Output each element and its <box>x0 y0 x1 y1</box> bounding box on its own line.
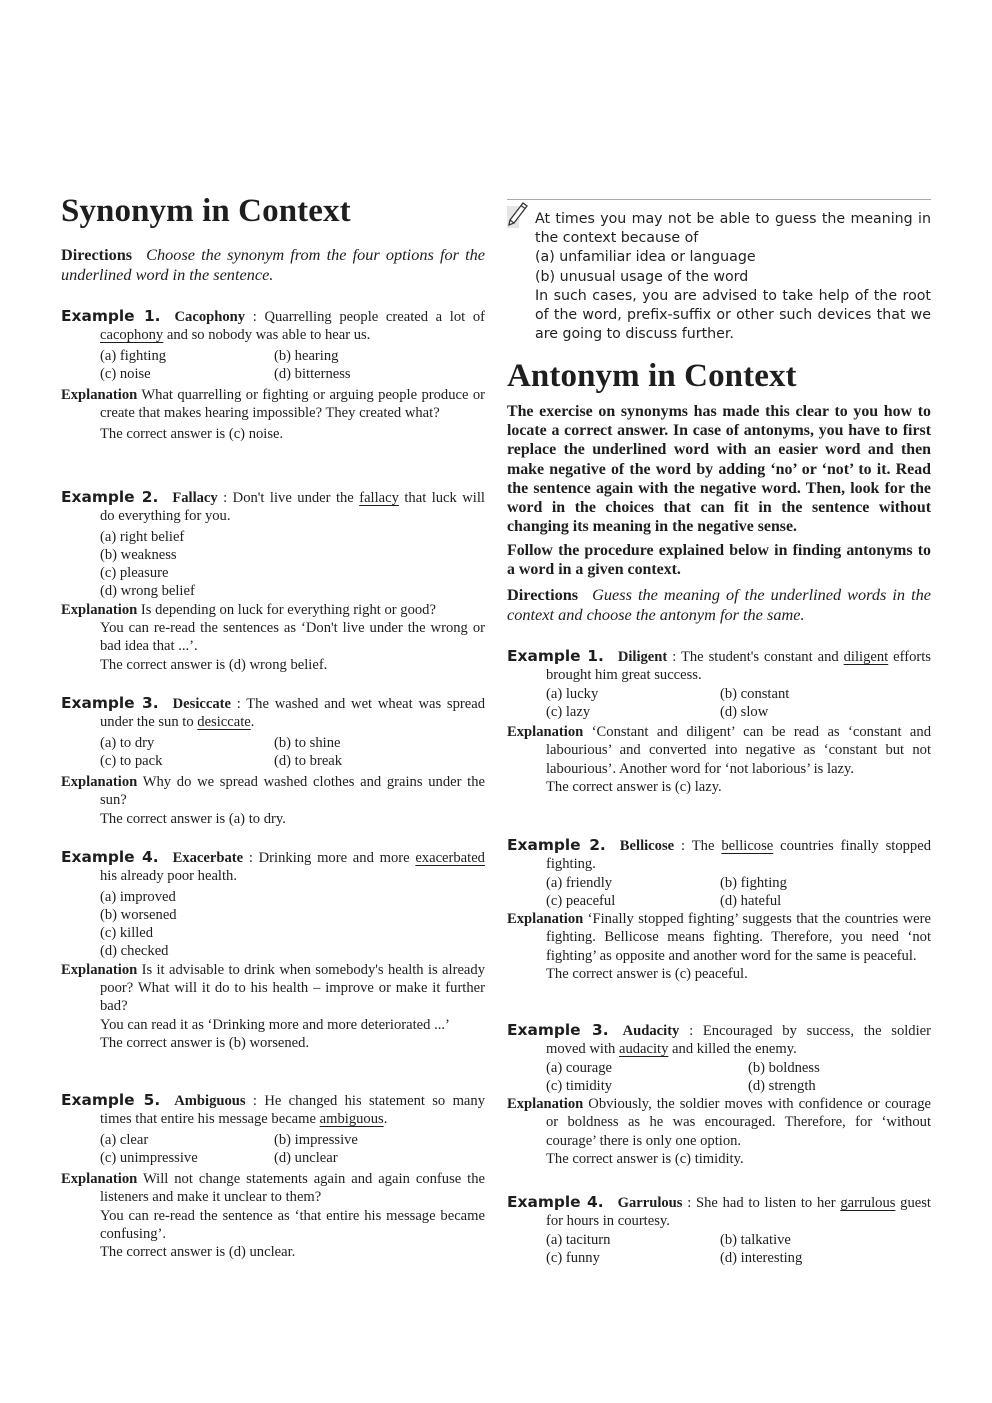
explanation: Explanation Obviously, the soldier moves with confidence or courage or boldness as he was encouraged. Therefore, for ‘without courage’ there is only one option. <box>507 1096 932 1149</box>
underlined-word: cacophony <box>100 327 164 344</box>
option-a: (a) to dry <box>100 734 155 751</box>
option-b: (b) weakness <box>100 546 177 563</box>
example-question: Example 2. Fallacy : Don't live under the fallacy that luck will do everything for you. <box>61 488 485 525</box>
synonym-example-3 <box>61 694 485 828</box>
option-b: (b) constant <box>720 685 790 702</box>
option-b: (b) worsened <box>100 906 177 923</box>
option-d: (d) slow <box>720 703 769 720</box>
synonym-example-2 <box>61 488 485 674</box>
explanation: Explanation Is it advisable to drink when somebody's health is already poor? What will it do to his health – improve or make it further bad? <box>61 961 485 1015</box>
option-b: (b) impressive <box>274 1131 358 1148</box>
example-label: Example 2. <box>61 488 159 506</box>
answer-line: The correct answer is (c) lazy. <box>546 779 722 796</box>
example-label: Example 3. <box>61 694 159 712</box>
option-d: (d) hateful <box>720 892 782 909</box>
underlined-word: audacity <box>618 1041 669 1058</box>
directions-text: Guess the meaning of the underlined words in the context and choose the antonym for the same. <box>507 585 931 624</box>
options <box>546 1059 931 1096</box>
underlined-word: garrulous <box>840 1195 896 1211</box>
tip-item-a: (a) unfamiliar idea or language <box>535 249 756 266</box>
option-d: (d) checked <box>100 943 169 960</box>
pencil-icon <box>507 200 529 228</box>
antonym-example-4 <box>507 1193 931 1267</box>
explanation-line: You can re-read the sentence as ‘that entire his message became confusing’. <box>100 1207 485 1243</box>
antonym-example-1 <box>507 647 931 796</box>
option-d: (d) unclear <box>274 1149 338 1166</box>
example-label: Example 5. <box>61 1091 161 1109</box>
option-d: (d) strength <box>748 1077 816 1094</box>
option-a: (a) clear <box>100 1131 149 1148</box>
answer-line: The correct answer is (c) timidity. <box>546 1151 744 1168</box>
example-word: Exacerbate <box>172 850 244 866</box>
tip-item-b: (b) unusual usage of the word <box>535 268 749 285</box>
synonym-directions <box>61 245 485 285</box>
underlined-word: bellicose <box>721 838 774 854</box>
example-word: Garrulous <box>617 1195 683 1211</box>
option-c: (c) killed <box>100 925 154 942</box>
example-label: Example 2. <box>507 836 606 854</box>
options <box>100 734 485 771</box>
options <box>100 528 485 601</box>
example-word: Fallacy <box>172 490 218 506</box>
directions-label: Directions <box>61 245 133 264</box>
option-d: (d) wrong belief <box>100 583 195 600</box>
example-question: Example 4. Garrulous : She had to listen to her garrulous guest for hours in courtesy. <box>507 1193 931 1230</box>
antonym-title: Antonym in Context <box>507 358 797 394</box>
option-a: (a) courage <box>546 1059 613 1076</box>
option-b: (b) boldness <box>748 1059 820 1076</box>
options <box>546 874 931 911</box>
options <box>100 1131 485 1168</box>
option-a: (a) right belief <box>100 528 185 545</box>
example-question: Example 1. Diligent : The student's constant and diligent efforts brought him great success. <box>507 647 931 684</box>
option-d: (d) to break <box>274 752 343 769</box>
option-d: (d) interesting <box>720 1249 803 1266</box>
options <box>100 888 485 961</box>
answer-line: The correct answer is (d) wrong belief. <box>100 656 328 673</box>
antonym-procedure-paragraph: Follow the procedure explained below in finding antonyms to a word in a given context. <box>507 542 931 579</box>
option-a: (a) improved <box>100 888 176 905</box>
example-label: Example 1. <box>61 307 161 325</box>
explanation: Explanation Will not change statements again and again confuse the listeners and make it unclear to them? <box>61 1171 486 1206</box>
underlined-word: diligent <box>843 649 889 665</box>
example-word: Cacophony <box>174 309 246 325</box>
option-c: (c) pleasure <box>100 565 169 582</box>
directions-text: Choose the synonym from the four options for the underlined word in the sentence. <box>61 245 485 284</box>
antonym-intro-paragraph: The exercise on synonyms has made this clear to you how to locate a correct answer. In case of antonyms, you have to first replace the underlined word with an easier word and then make negative of the word by adding ‘no’ or ‘not’ to it. Read the sentence again with the negative word. Then, look for the word in the choices that can fit in the sentence without changing its meaning in the negative sense. <box>507 403 931 536</box>
underlined-word: ambiguous <box>319 1111 384 1128</box>
option-c: (c) unimpressive <box>100 1149 198 1166</box>
explanation: Explanation Is depending on luck for everything right or good? <box>61 601 436 618</box>
tip-intro: At times you may not be able to guess the meaning in the context because of <box>535 211 931 247</box>
antonym-example-2 <box>507 836 931 983</box>
option-b: (b) hearing <box>274 347 339 364</box>
directions-label: Directions <box>507 585 579 604</box>
example-word: Desiccate <box>172 696 231 712</box>
synonym-example-5 <box>61 1091 485 1262</box>
tip-box <box>507 199 931 343</box>
example-label: Example 3. <box>507 1021 609 1039</box>
example-question: Example 3. Audacity : Encouraged by success, the soldier moved with audacity and killed the enemy. <box>507 1021 931 1058</box>
example-word: Bellicose <box>619 838 675 854</box>
underlined-word: fallacy <box>359 490 399 506</box>
explanation-line: You can read it as ‘Drinking more and more deteriorated ...’ <box>100 1016 450 1033</box>
synonym-example-4 <box>61 848 485 1052</box>
option-a: (a) friendly <box>546 874 613 891</box>
tip-outro: In such cases, you are advised to take help of the root of the word, prefix-suffix or other such devices that we are going to discuss further. <box>535 287 931 343</box>
answer-line: The correct answer is (b) worsened. <box>100 1034 310 1051</box>
option-c: (c) funny <box>546 1249 600 1266</box>
answer-line: The correct answer is (a) to dry. <box>100 810 286 827</box>
antonym-example-3 <box>507 1021 931 1168</box>
example-question: Example 1. Cacophony : Quarrelling people created a lot of cacophony and so nobody was able to hear us. <box>61 307 485 344</box>
underlined-word: exacerbated <box>415 850 485 866</box>
example-label: Example 1. <box>507 647 604 665</box>
example-word: Diligent <box>617 649 668 665</box>
option-c: (c) peaceful <box>546 892 616 909</box>
example-word: Audacity <box>622 1023 680 1039</box>
answer-line: The correct answer is (c) peaceful. <box>546 966 748 983</box>
option-c: (c) lazy <box>546 703 591 720</box>
example-label: Example 4. <box>507 1193 604 1211</box>
option-c: (c) timidity <box>546 1077 613 1094</box>
answer-line: The correct answer is (d) unclear. <box>100 1244 296 1261</box>
synonym-example-1 <box>61 307 485 443</box>
example-question: Example 4. Exacerbate : Drinking more and more exacerbated his already poor health. <box>61 848 485 885</box>
options <box>100 347 485 384</box>
explanation: Explanation ‘Constant and diligent’ can be read as ‘constant and labourious’ and converted into negative as ‘constant but not labourious’. Another word for ‘not laborious’ is lazy. <box>507 724 931 777</box>
antonym-directions <box>507 585 931 625</box>
example-question: Example 2. Bellicose : The bellicose countries finally stopped fighting. <box>507 836 932 873</box>
example-label: Example 4. <box>61 848 159 866</box>
explanation: Explanation ‘Finally stopped fighting’ suggests that the countries were fighting. Bellicose means fighting. Therefore, you need ‘not fighting’ as opposite and another word for the same is peaceful. <box>507 911 931 964</box>
explanation: Explanation What quarrelling or fighting or arguing people produce or create that makes hearing impossible? They created what? <box>61 387 485 422</box>
explanation: Explanation Why do we spread washed clothes and grains under the sun? <box>61 774 485 809</box>
option-d: (d) bitterness <box>274 365 351 382</box>
option-a: (a) fighting <box>100 347 167 364</box>
underlined-word: desiccate <box>197 714 251 731</box>
option-b: (b) fighting <box>720 874 787 891</box>
option-a: (a) lucky <box>546 685 599 702</box>
option-b: (b) talkative <box>720 1231 791 1248</box>
option-b: (b) to shine <box>274 734 341 751</box>
option-a: (a) taciturn <box>546 1231 611 1248</box>
example-question: Example 5. Ambiguous : He changed his statement so many times that entire his message became ambiguous. <box>61 1091 485 1128</box>
example-word: Ambiguous <box>174 1093 246 1109</box>
answer-line: The correct answer is (c) noise. <box>100 425 284 442</box>
synonym-title: Synonym in Context <box>61 193 351 229</box>
explanation-line: You can re-read the sentences as ‘Don't live under the wrong or bad idea that ...’. <box>100 620 485 655</box>
option-c: (c) to pack <box>100 752 163 769</box>
tip-text <box>535 210 931 344</box>
options <box>546 685 931 722</box>
options <box>546 1231 931 1268</box>
option-c: (c) noise <box>100 365 151 382</box>
example-question: Example 3. Desiccate : The washed and wet wheat was spread under the sun to desiccate. <box>61 694 485 731</box>
